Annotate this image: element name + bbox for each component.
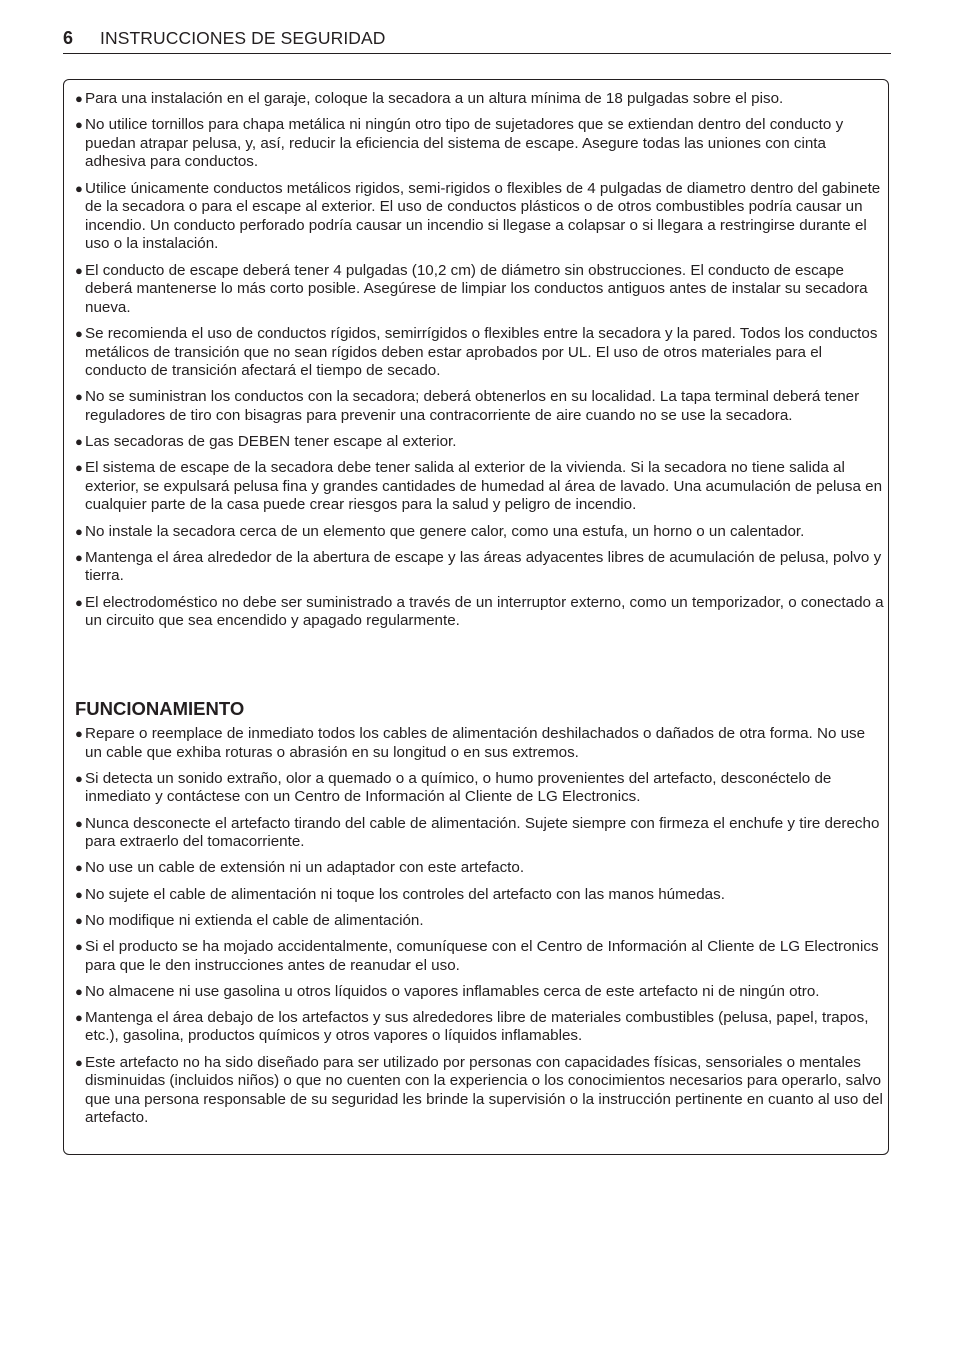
bullet-icon: ● xyxy=(75,460,83,476)
list-item xyxy=(75,983,885,1002)
bullet-icon: ● xyxy=(75,389,83,405)
page-number: 6 xyxy=(63,28,74,48)
bullet-icon: ● xyxy=(75,1054,83,1070)
list-item-text: No instale la secadora cerca de un elemento que genere calor, como una estufa, un horno o un calentador. xyxy=(85,522,805,540)
list-item xyxy=(75,262,885,318)
list-item-text: Utilice únicamente conductos metálicos rigidos, semi-rigidos o flexibles de 4 pulgadas de diametro dentro del gabinete de la secadora o para el escape al exterior. El uso de conductos plásticos o de otros combustibles podría causar un incendio. Un conducto perforado podría causar un incendio si llegase a colapsar o si llegara a restringirse durante el uso o la instalación. xyxy=(85,179,881,253)
bullet-icon: ● xyxy=(75,1009,83,1025)
bullet-icon: ● xyxy=(75,770,83,786)
bullet-icon: ● xyxy=(75,117,83,133)
bullet-icon: ● xyxy=(75,434,83,450)
list-item xyxy=(75,886,885,905)
list-item xyxy=(75,815,885,852)
list-item-text: No almacene ni use gasolina u otros líquidos o vapores inflamables cerca de este artefacto ni de ningún otro. xyxy=(85,982,820,1000)
installation-list xyxy=(75,90,885,638)
list-item xyxy=(75,116,885,172)
list-item xyxy=(75,433,885,452)
list-item-text: El conducto de escape deberá tener 4 pulgadas (10,2 cm) de diámetro sin obstrucciones. El conducto de escape deberá mantenerse lo más corto posible. Asegúrese de limpiar los conductos antiguos antes de instalar su secadora nueva. xyxy=(85,261,868,316)
list-item xyxy=(75,90,885,109)
bullet-icon: ● xyxy=(75,325,83,341)
bullet-icon: ● xyxy=(75,912,83,928)
bullet-icon: ● xyxy=(75,886,83,902)
list-item-text: Mantenga el área alrededor de la abertura de escape y las áreas adyacentes libres de acumulación de pelusa, polvo y tierra. xyxy=(85,548,882,585)
bullet-icon: ● xyxy=(75,262,83,278)
list-item-text: No sujete el cable de alimentación ni toque los controles del artefacto con las manos húmedas. xyxy=(85,885,725,903)
operation-list xyxy=(75,725,885,1136)
list-item xyxy=(75,1009,885,1046)
list-item-text: No se suministran los conductos con la secadora; deberá obtenerlos en su localidad. La tapa terminal deberá tener reguladores de tiro con bisagras para prevenir una contracorriente de aire cuando no se use la secadora. xyxy=(85,388,860,424)
list-item xyxy=(75,938,885,975)
bullet-icon: ● xyxy=(75,523,83,539)
bullet-icon: ● xyxy=(75,180,83,196)
list-item xyxy=(75,725,885,762)
list-item xyxy=(75,1054,885,1128)
list-item-text: No use un cable de extensión ni un adaptador con este artefacto. xyxy=(85,859,525,877)
bullet-icon: ● xyxy=(75,938,83,954)
bullet-icon: ● xyxy=(75,860,83,876)
list-item-text: Si detecta un sonido extraño, olor a quemado o a químico, o humo provenientes del artefacto, desconéctelo de inmediato y contáctese con un Centro de Información al Cliente de LG Electronics. xyxy=(85,769,832,806)
list-item-text: El electrodoméstico no debe ser suministrado a través de un interruptor externo, como un temporizador, o conectado a un circuito que sea encendido y apagado regularmente. xyxy=(85,593,884,630)
bullet-icon: ● xyxy=(75,726,83,741)
bullet-icon: ● xyxy=(75,91,83,106)
list-item xyxy=(75,325,885,381)
list-item-text: Mantenga el área debajo de los artefactos y sus alrededores libre de materiales combustibles (pelusa, papel, trapos, etc.), gasolina, productos químicos y otros vapores o líquidos inflamables. xyxy=(85,1008,869,1045)
bullet-icon: ● xyxy=(75,549,83,565)
list-item-text: Nunca desconecte el artefacto tirando del cable de alimentación. Sujete siempre con firmeza el enchufe y tire derecho para extraerlo del tomacorriente. xyxy=(85,814,880,851)
list-item xyxy=(75,180,885,254)
header-title: INSTRUCCIONES DE SEGURIDAD xyxy=(100,28,386,48)
list-item xyxy=(75,388,885,425)
list-item-text: El sistema de escape de la secadora debe tener salida al exterior de la vivienda. Si la secadora no tiene salida al exterior, se expulsará pelusa fina y grandes cantidades de humedad al área de lavado. Una acumulación de pelusa en cualquier parte de la casa puede crear riesgos para la salud y peligro de incendio. xyxy=(85,459,883,514)
bullet-icon: ● xyxy=(75,815,83,831)
bullet-icon: ● xyxy=(75,983,83,999)
safety-instructions-box xyxy=(63,79,889,1155)
list-item-text: Este artefacto no ha sido diseñado para ser utilizado por personas con capacidades físicas, sensoriales o mentales disminuidas (incluidos niños) o que no cuenten con la experiencia o los conocimientos necesarios para operarlo, salvo que una persona responsable de su seguridad les brinde la supervisión o la instrucción pertinente en cuanto al uso del artefacto. xyxy=(85,1053,883,1127)
list-item-text: Las secadoras de gas DEBEN tener escape al exterior. xyxy=(85,433,457,451)
list-item xyxy=(75,770,885,807)
list-item-text: No modifique ni extienda el cable de alimentación. xyxy=(85,911,424,929)
list-item-text: Para una instalación en el garaje, coloque la secadora a un altura mínima de 18 pulgadas sobre el piso. xyxy=(85,90,784,107)
list-item xyxy=(75,859,885,878)
list-item xyxy=(75,549,885,586)
list-item-text: No utilice tornillos para chapa metálica ni ningún otro tipo de sujetadores que se extiendan dentro del conducto y puedan atrapar pelusa, y, así, reducir la eficiencia del sistema de escape. Asegure todas las uniones con cinta adhesiva para conductos. xyxy=(85,116,844,171)
list-item-text: Se recomienda el uso de conductos rígidos, semirrígidos o flexibles entre la secadora y la pared. Todos los conductos metálicos de transición que no sean rígidos deben estar aprobados por UL. El uso de otros materiales para el conducto de transición afectará el tiempo de secado. xyxy=(85,324,878,380)
list-item xyxy=(75,459,885,515)
section-title-funcionamiento: FUNCIONAMIENTO xyxy=(75,698,245,719)
list-item-text: Si el producto se ha mojado accidentalmente, comuníquese con el Centro de Información al Cliente de LG Electronics para que le den instrucciones antes de reanudar el uso. xyxy=(85,937,879,974)
list-item xyxy=(75,523,885,542)
list-item xyxy=(75,594,885,631)
bullet-icon: ● xyxy=(75,594,83,610)
list-item-text: Repare o reemplace de inmediato todos los cables de alimentación deshilachados o dañados de otra forma. No use un cable que exhiba roturas o abrasión en su longitud o en sus extremos. xyxy=(85,725,866,761)
page-header xyxy=(63,27,891,54)
list-item xyxy=(75,912,885,931)
